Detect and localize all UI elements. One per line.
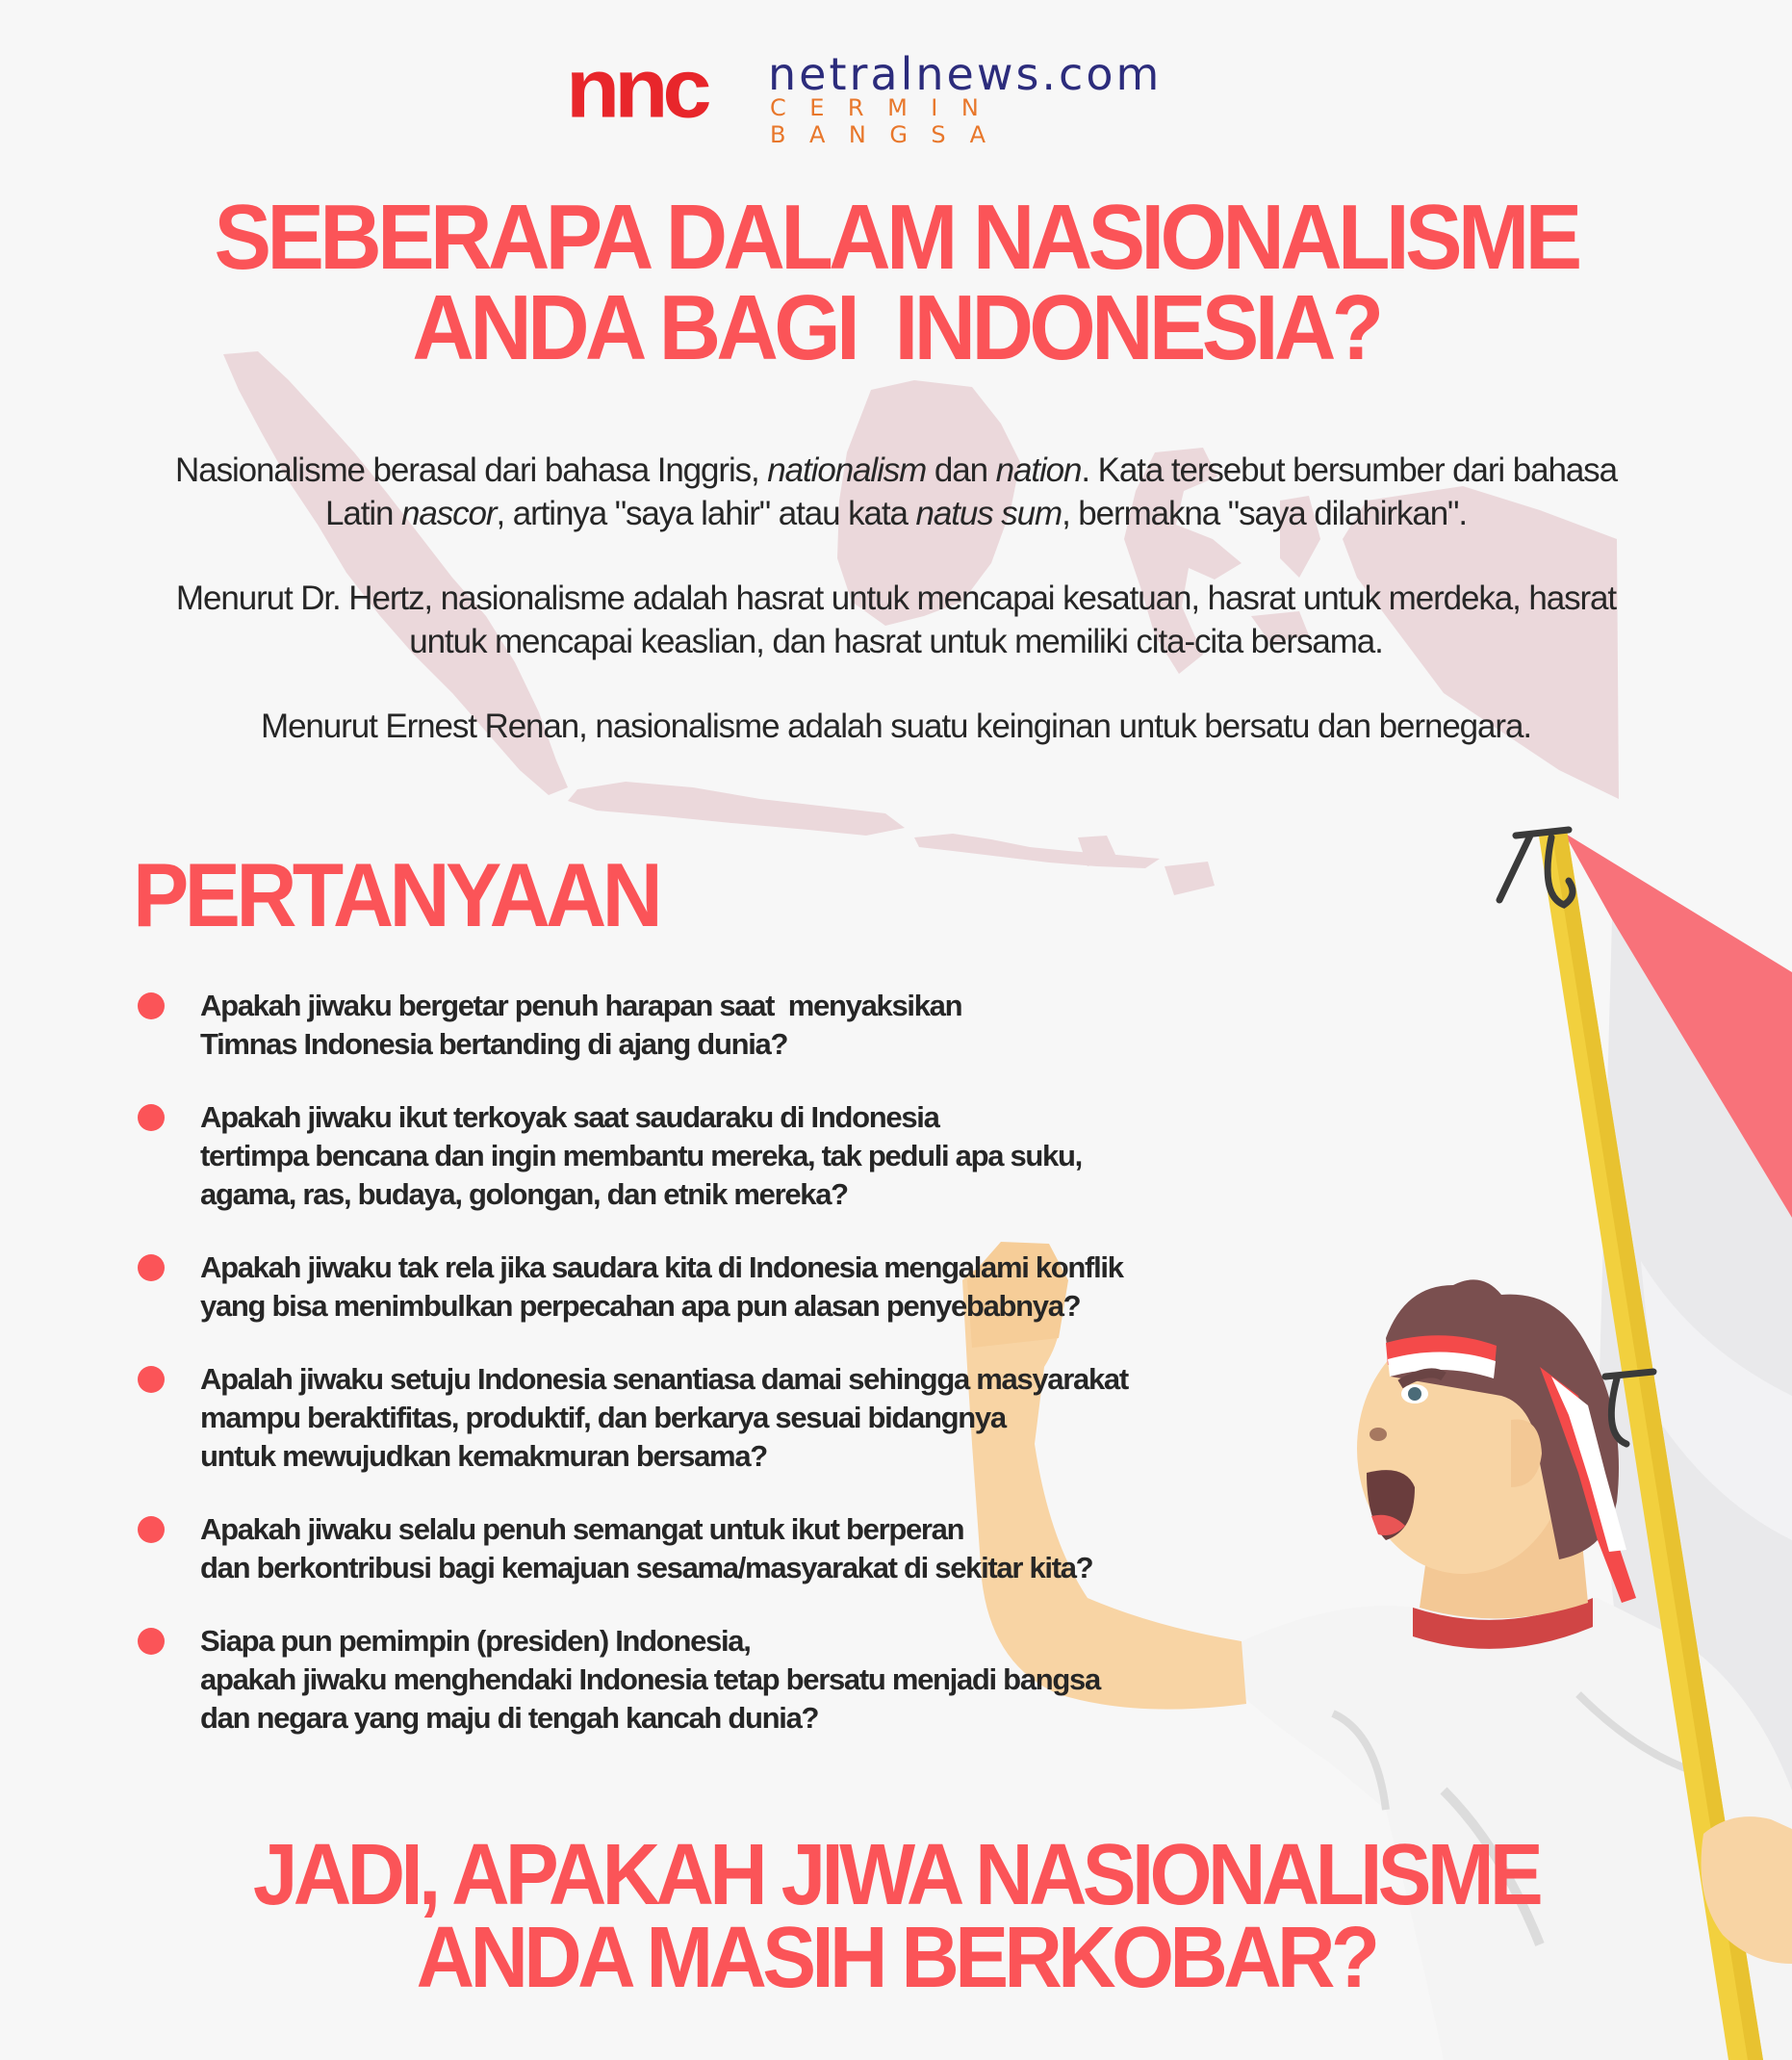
bullet-dot-icon (138, 1628, 165, 1655)
question-line: yang bisa menimbulkan perpecahan apa pun alasan penyebabnya? (200, 1289, 1081, 1323)
question-line: Siapa pun pemimpin (presiden) Indonesia, (200, 1624, 751, 1658)
intro-paragraph-hertz (0, 577, 1792, 663)
title-line-2: ANDA BAGI INDONESIA? (412, 276, 1380, 379)
title-line-1: SEBERAPA DALAM NASIONALISME (214, 186, 1578, 289)
text: , artinya "saya lahir" atau kata (496, 495, 916, 532)
intro-p1-line-1 (0, 449, 1792, 492)
intro-p3-line-1: Menurut Ernest Renan, nasionalisme adalah suatu keinginan untuk bersatu dan bernegara. (261, 708, 1531, 745)
text: Nasionalisme berasal dari bahasa Inggris, (175, 451, 768, 489)
question-line: Apakah jiwaku selalu penuh semangat untuk ikut berperan (200, 1512, 964, 1546)
question-line: dan berkontribusi bagi kemajuan sesama/masyarakat di sekitar kita? (200, 1551, 1093, 1584)
question-line: Apakah jiwaku ikut terkoyak saat saudaraku di Indonesia (200, 1100, 939, 1134)
netralnews-logo[interactable] (566, 41, 1220, 148)
question-line: mampu beraktifitas, produktif, dan berkarya sesuai bidangnya (200, 1401, 1006, 1434)
intro-paragraph-renan (0, 705, 1792, 748)
term-nation: nation (995, 451, 1082, 489)
text: dan (926, 451, 996, 489)
question-line: Timnas Indonesia bertanding di ajang dunia? (200, 1027, 788, 1061)
intro-p1-line-2 (0, 492, 1792, 535)
bullet-dot-icon (138, 1104, 165, 1131)
bullet-dot-icon (138, 1516, 165, 1543)
questions-heading: PERTANYAAN (133, 844, 659, 945)
question-line: dan negara yang maju di tengah kancah dunia? (200, 1701, 819, 1735)
logo-tagline: CERMIN BANGSA (770, 94, 1010, 148)
bullet-dot-icon (138, 992, 165, 1019)
logo-name: netralnews.com (768, 48, 1163, 100)
text: Latin (324, 495, 402, 532)
closing-line-1: JADI, APAKAH JIWA NASIONALISME (252, 1827, 1540, 1923)
question-item-1 (135, 987, 1193, 1064)
bullet-dot-icon (138, 1254, 165, 1281)
closing-line-2: ANDA MASIH BERKOBAR? (416, 1910, 1376, 2006)
question-line: Apakah jiwaku tak rela jika saudara kita di Indonesia mengalami konflik (200, 1250, 1123, 1284)
question-line: apakah jiwaku menghendaki Indonesia tetap bersatu menjadi bangsa (200, 1662, 1100, 1696)
question-item-3 (135, 1249, 1193, 1326)
intro-paragraph-etymology (0, 449, 1792, 535)
question-line: Apakah jiwaku bergetar penuh harapan saat menyaksikan (200, 989, 962, 1022)
term-nascor: nascor (401, 495, 497, 532)
question-item-5 (135, 1510, 1193, 1587)
question-item-4 (135, 1360, 1193, 1476)
question-item-6 (135, 1622, 1193, 1738)
question-line: Apalah jiwaku setuju Indonesia senantiasa damai sehingga masyarakat (200, 1362, 1128, 1396)
question-item-2 (135, 1098, 1193, 1214)
logo-mark: nnc (566, 41, 706, 136)
bullet-dot-icon (138, 1366, 165, 1393)
text: . Kata tersebut bersumber dari bahasa (1081, 451, 1617, 489)
question-line: agama, ras, budaya, golongan, dan etnik mereka? (200, 1177, 848, 1211)
intro-p2-line-2: untuk mencapai keaslian, dan hasrat untuk memiliki cita-cita bersama. (409, 623, 1383, 660)
term-natus-sum: natus sum (915, 495, 1062, 532)
question-line: tertimpa bencana dan ingin membantu mereka, tak peduli apa suku, (200, 1139, 1082, 1172)
closing-question (63, 1827, 1729, 2006)
text: , bermakna "saya dilahirkan". (1062, 495, 1468, 532)
page-title (63, 186, 1729, 379)
questions-list (135, 987, 1193, 1738)
question-line: untuk mewujudkan kemakmuran bersama? (200, 1439, 767, 1473)
intro-p2-line-1: Menurut Dr. Hertz, nasionalisme adalah hasrat untuk mencapai kesatuan, hasrat untuk merdeka, hasrat (175, 579, 1617, 617)
term-nationalism: nationalism (767, 451, 927, 489)
